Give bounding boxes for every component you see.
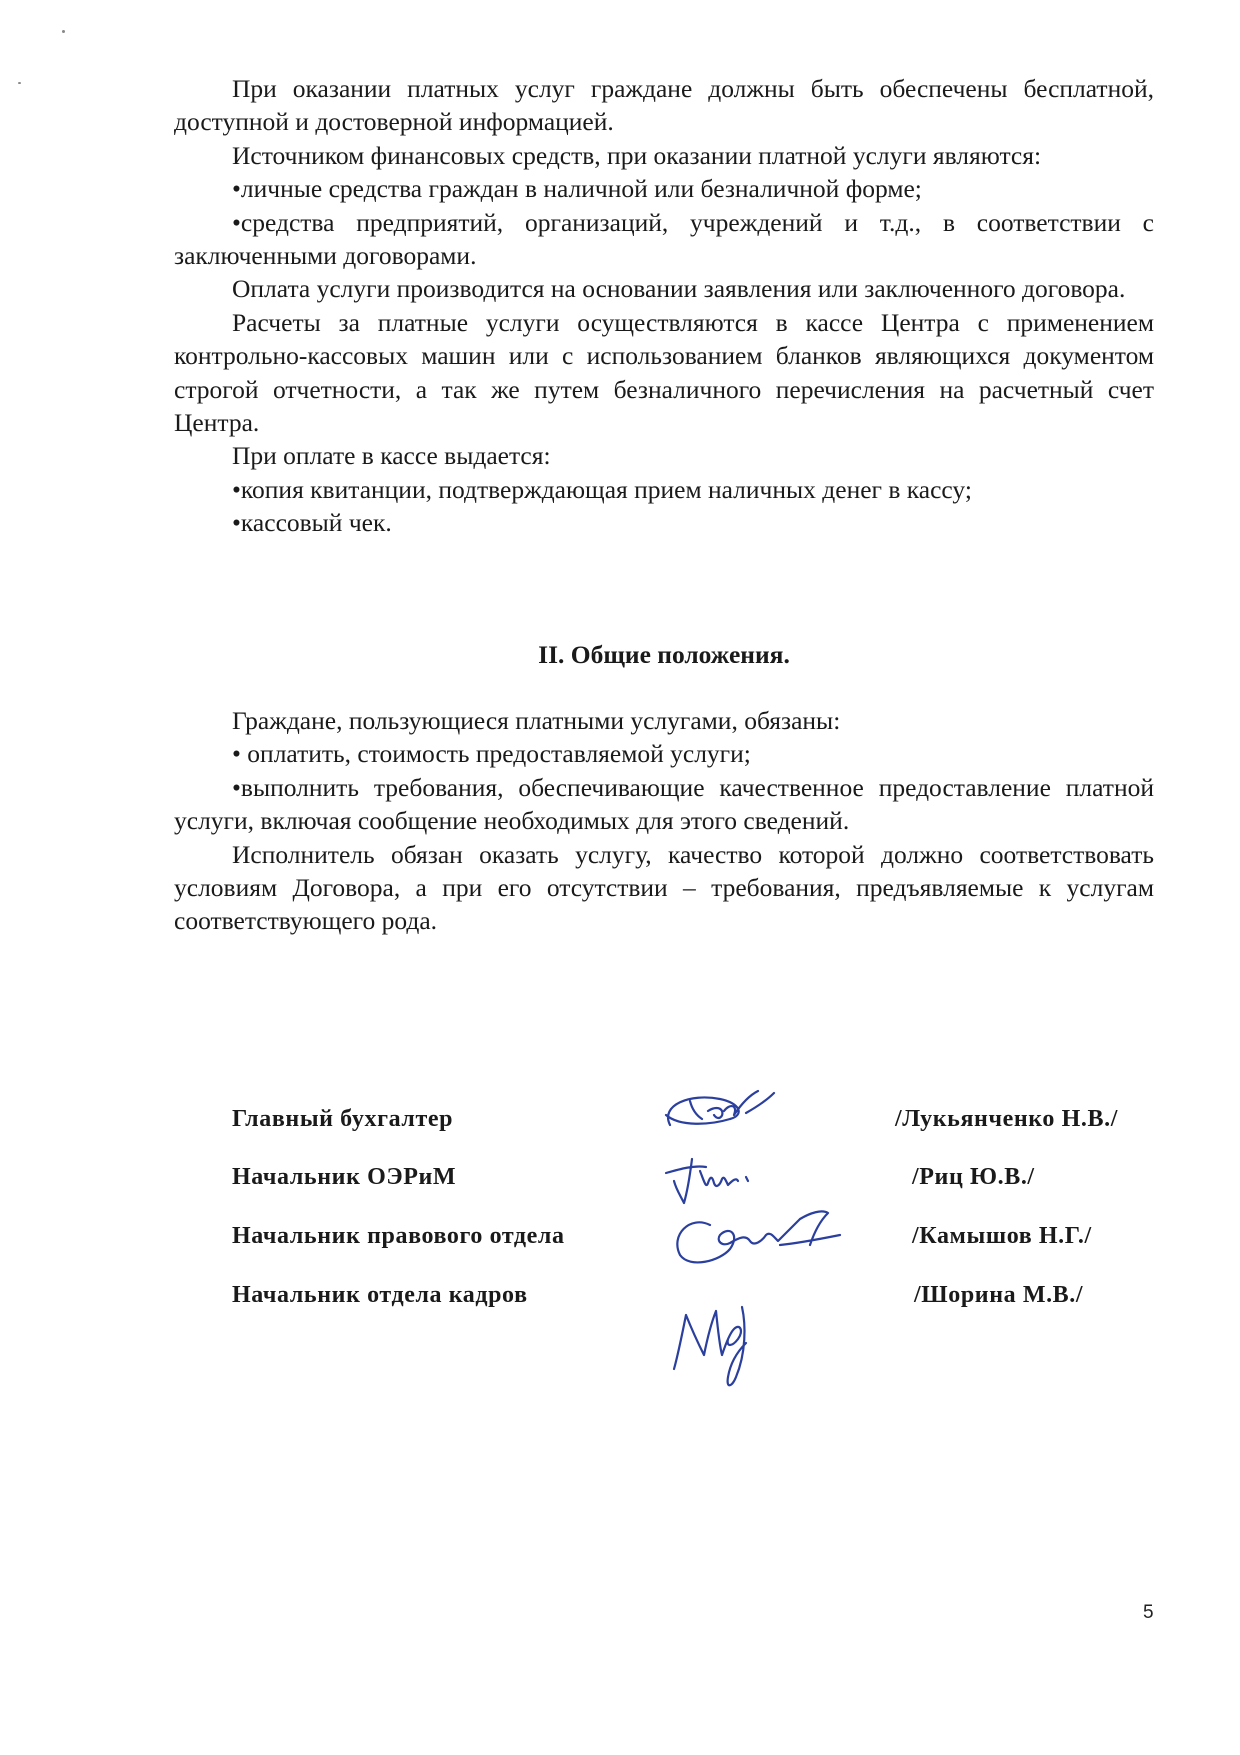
bullet-item: •личные средства граждан в наличной или безналичной форме; (232, 174, 922, 204)
bullet-item: •средства предприятий, организаций, учреждений и т.д., в соответствии с заключенными договорами. (174, 207, 1154, 271)
signatory-name: /Риц Ю.В./ (912, 1164, 1035, 1190)
handwritten-signatures (650, 1085, 930, 1405)
section-1-body (174, 72, 1154, 540)
signature-3 (677, 1211, 840, 1262)
signature-row (0, 1282, 1240, 1322)
bullet-item: •кассовый чек. (232, 508, 392, 538)
section-2-body (174, 704, 1154, 938)
paragraph: Источником финансовых средств, при оказании платной услуги являются: (232, 140, 1042, 170)
signature-row (0, 1223, 1240, 1263)
page-number: 5 (1143, 1602, 1154, 1623)
signatory-role: Главный бухгалтер (232, 1106, 454, 1132)
paragraph: При оплате в кассе выдается: (232, 441, 551, 471)
paragraph: Расчеты за платные услуги осуществляются в кассе Центра с применением контрольно-кассовых машин или с использованием бланков являющихся документом строгой отчетности, а так же путем безналичного перечисления на расчетный счет Центра. (174, 307, 1154, 438)
signatory-name: /Шорина М.В./ (914, 1282, 1084, 1308)
scan-speck (62, 30, 65, 33)
paragraph: При оказании платных услуг граждане должны быть обеспечены бесплатной, доступной и достоверной информацией. (174, 74, 1154, 137)
section-heading: II. Общие положения. (538, 640, 790, 669)
signature-1 (666, 1091, 774, 1125)
bullet-item: •копия квитанции, подтверждающая прием наличных денег в кассу; (232, 474, 972, 504)
signatory-name: /Лукьянченко Н.В./ (895, 1106, 1118, 1132)
signature-2 (666, 1159, 748, 1203)
signatory-role: Начальник ОЭРиМ (232, 1164, 457, 1190)
signature-4 (674, 1307, 746, 1385)
paragraph: Граждане, пользующиеся платными услугами, обязаны: (232, 706, 841, 735)
signature-row (0, 1106, 1240, 1146)
paragraph: Исполнитель обязан оказать услугу, качество которой должно соответствовать условиям Договора, а при его отсутствии – требования, предъявляемые к услугам соответствующего рода. (174, 839, 1154, 936)
paragraph: Оплата услуги производится на основании заявления или заключенного договора. (232, 274, 1126, 304)
signatory-role: Начальник правового отдела (232, 1223, 565, 1249)
scan-speck (18, 82, 21, 84)
signatory-name: /Камышов Н.Г./ (912, 1223, 1092, 1249)
bullet-item: •выполнить требования, обеспечивающие качественное предоставление платной услуги, включая сообщение необходимых для этого сведений. (174, 772, 1154, 836)
bullet-item: • оплатить, стоимость предоставляемой услуги; (232, 739, 751, 769)
signatory-role: Начальник отдела кадров (232, 1282, 528, 1308)
signature-row (0, 1164, 1240, 1204)
